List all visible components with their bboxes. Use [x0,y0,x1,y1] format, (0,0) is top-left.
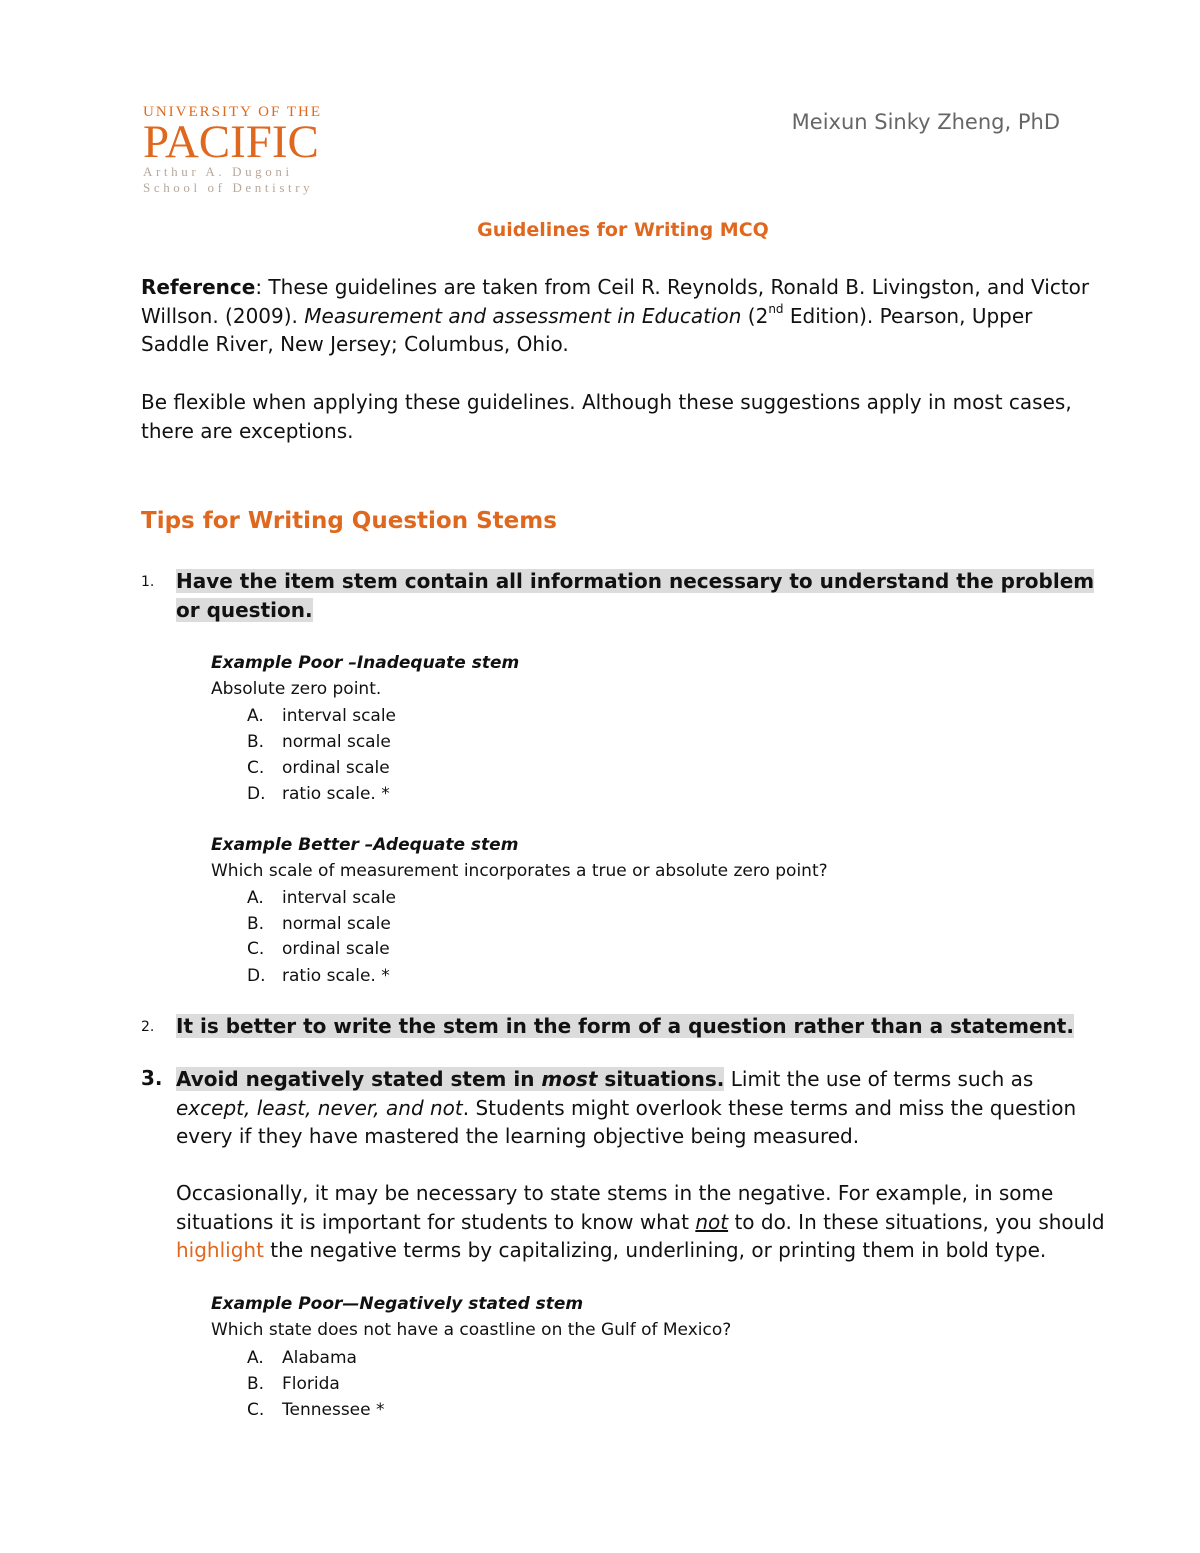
option-letter: D. [247,784,266,804]
occasionally-text-3: the negative terms by capitalizing, underlining, or printing them in bold type. [263,1238,1047,1262]
tip-number: 2. [141,1019,155,1035]
occasionally-paragraph [176,1179,1106,1265]
tip-3-rest-b: . Students might overlook these terms and miss the question every if they have mastered the learning objective being measured. [176,1095,1077,1148]
option-item [247,781,390,807]
option-text: ordinal scale [282,939,390,959]
tip-3-emphasis: most [541,1067,598,1091]
option-letter: B. [247,914,265,934]
author-name: Meixun Sinky Zheng, PhD [791,110,1060,134]
tip-2-text: It is better to write the stem in the form of a question rather than a statement. [176,1014,1074,1038]
tip-3-text-a: Avoid negatively stated stem in [176,1067,542,1091]
reference-publisher: Edition). Pearson, Upper Saddle River, New Jersey; Columbus, Ohio. [141,303,1033,356]
tip-3 [176,1065,1106,1151]
flexible-note: Be flexible when applying these guidelines. Although these suggestions apply in most cases, there are exceptions. [141,390,1072,443]
occasionally-text-2: to do. In these situations, you should [728,1209,1105,1234]
occasionally-text-1: Occasionally, it may be necessary to state stems in the negative. For example, in some situations it is important for students to know what [176,1181,1054,1234]
option-item [247,885,396,911]
tip-3-terms: except, least, never, and not [176,1095,463,1120]
example-heading: Example Poor—Negatively stated stem [211,1294,584,1314]
logo-school-line-1: Arthur A. Dugoni [143,164,293,179]
option-letter: D. [247,966,266,986]
tip-number: 1. [141,574,155,590]
option-text: Florida [282,1374,340,1394]
tip-3-rest: Limit the use of terms such as [724,1067,1034,1091]
option-text: interval scale [282,888,397,908]
university-logo [143,104,322,196]
logo-school-line-2: School of Dentistry [143,180,314,195]
option-letter: A. [247,1348,264,1368]
option-text: ratio scale. * [282,784,390,804]
tip-3-text [176,1067,724,1091]
underlined-not: not [695,1209,729,1234]
reference-label: Reference [141,275,256,299]
option-text: normal scale [282,914,391,934]
option-item [247,703,396,729]
tip-3-text-b: situations. [597,1067,725,1091]
option-letter: C. [247,758,265,778]
tip-2 [176,1012,1106,1041]
book-title: Measurement and assessment in Education [304,303,742,328]
example-stem: Which scale of measurement incorporates a true or absolute zero point? [211,861,828,881]
option-item [247,1371,340,1397]
option-text: interval scale [282,706,397,726]
tip-1-text: Have the item stem contain all information necessary to understand the problem or question. [176,569,1095,622]
option-letter: A. [247,706,264,726]
option-item [247,729,391,755]
reference-text: : These guidelines are taken from Ceil R. Reynolds, Ronald B. Livingston, and Victor Willson. (2009). [141,275,1090,328]
option-letter: C. [247,939,265,959]
logo-university-line: UNIVERSITY OF THE [143,104,322,120]
logo-pacific-wordmark: PACIFIC [143,116,319,168]
reference-edition: (2 [741,303,769,328]
option-text: ratio scale. * [282,966,390,986]
option-item [247,911,391,937]
highlight-word: highlight [176,1238,264,1262]
option-text: Tennessee * [282,1400,385,1420]
example-stem: Which state does not have a coastline on the Gulf of Mexico? [211,1320,732,1340]
option-item [247,1345,357,1371]
option-item [247,936,390,962]
edition-superscript: nd [768,301,784,316]
example-heading: Example Poor –Inadequate stem [211,653,520,673]
option-item [247,1397,385,1423]
option-letter: C. [247,1400,265,1420]
option-item [247,755,390,781]
option-letter: B. [247,1374,265,1394]
example-stem: Absolute zero point. [211,679,382,699]
document-title: Guidelines for Writing MCQ [477,219,769,241]
tip-number: 3. [141,1066,163,1090]
option-letter: B. [247,732,265,752]
option-text: Alabama [282,1348,357,1368]
option-letter: A. [247,888,264,908]
example-heading: Example Better –Adequate stem [211,835,519,855]
option-text: normal scale [282,732,391,752]
option-text: ordinal scale [282,758,390,778]
tip-1 [176,567,1106,624]
option-item [247,963,390,989]
section-title: Tips for Writing Question Stems [141,508,557,534]
reference-paragraph [141,273,1106,359]
